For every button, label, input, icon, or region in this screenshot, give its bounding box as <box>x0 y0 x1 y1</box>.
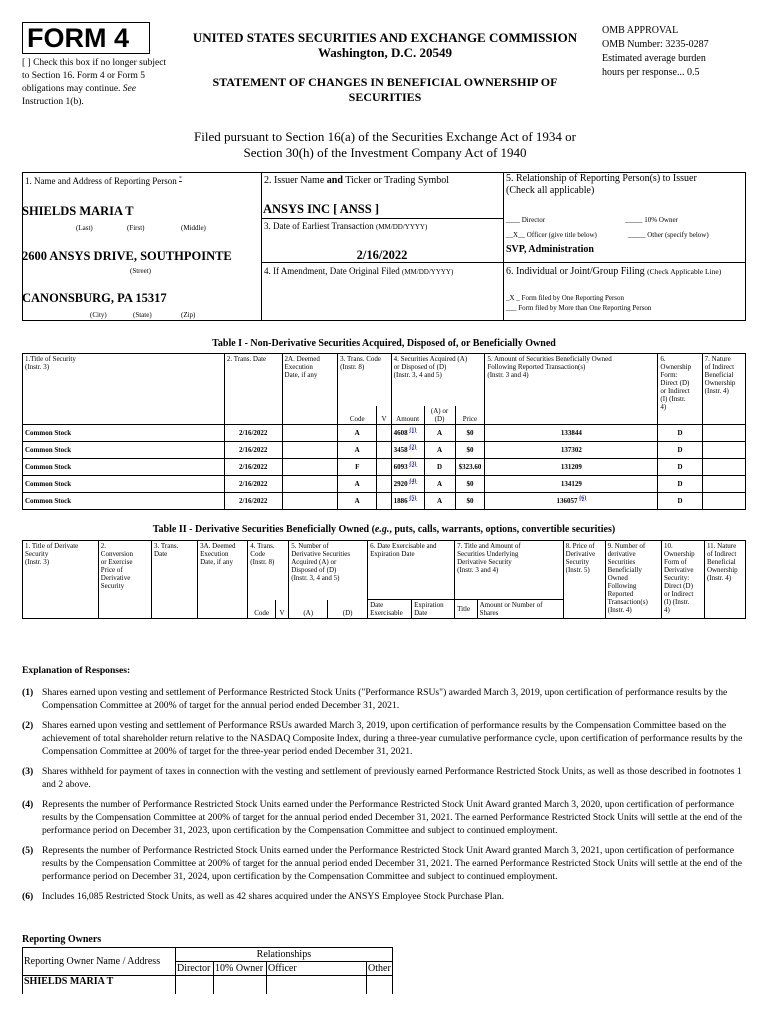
footnote-text: Represents the number of Performance Restricted Stock Units earned under the Performance Restricted Stock Unit Award granted March 3, 2020, upon certification of performance results by the Compensation Committee at 200% of target for the annual period ended December 31, 2021. The earned Performance Restricted Stock Units will settle at the end of the performance period on December 31, 2023, upon certification by the Compensation Committee and subject to continued employment. <box>42 799 743 836</box>
ro-owner-name: SHIELDS MARIA T <box>23 976 176 994</box>
footnote-link[interactable]: (2) <box>409 444 417 451</box>
box1-label <box>25 176 257 187</box>
explanation-of-responses <box>22 664 748 910</box>
t1-sub-a-or-d: (A) or (D) <box>424 406 455 425</box>
t2-header-number-owned: 9. Number of derivative Securities Beneficially Owned Following Reported Transaction(s) (Instr. 4) <box>605 541 661 619</box>
t1-cell-amount <box>391 492 424 509</box>
omb-line: hours per response... 0.5 <box>602 67 700 78</box>
ro-cell-director <box>176 976 214 994</box>
reporting-owners-heading: Reporting Owners <box>22 934 102 945</box>
t1-cell-deemed <box>282 475 338 492</box>
omb-line: OMB Number: 3235-0287 <box>602 39 709 50</box>
ro-header-director: Director <box>176 962 214 976</box>
t1-cell-owned <box>485 492 658 509</box>
t2-header-title: 1. Title of Derivate Security (Instr. 3) <box>23 541 99 619</box>
footnote-link[interactable]: (3) <box>409 461 417 468</box>
grid-line <box>261 218 503 219</box>
footnote <box>22 890 748 903</box>
t2-header-dates: 6. Date Exercisable and Expiration Date <box>368 541 455 600</box>
footnote-text: Shares earned upon vesting and settlement of Performance Restricted Stock Units ("Performance RSUs") awarded March 3, 2019, upon certification of performance results by the Compensation Committee at 200% of target for the annual period ended December 31, 2021. <box>42 687 728 711</box>
t1-cell-owned: 133844 <box>485 424 658 441</box>
last-caption: (Last) <box>76 224 93 232</box>
t2-sub-amount: Amount or Number of Shares <box>477 600 563 619</box>
box2-label-post: Ticker or Trading Symbol <box>345 175 450 186</box>
t1-cell-a-or-d: A <box>424 475 455 492</box>
t1-header-title: 1.Title of Security (Instr. 3) <box>23 354 225 425</box>
box3-label <box>264 221 502 233</box>
filed-line-2: Section 30(h) of the Investment Company Act of 1940 <box>243 145 527 160</box>
t1-cell-date: 2/16/2022 <box>224 475 282 492</box>
t1-sub-price: Price <box>455 406 485 425</box>
derivative-table <box>22 540 746 619</box>
ro-header-other: Other <box>368 963 391 974</box>
t1-cell-deemed <box>282 424 338 441</box>
ro-header-ten-percent: 10% Owner <box>214 962 267 976</box>
t1-cell-form: D <box>658 424 702 441</box>
table-row <box>23 475 746 492</box>
t2-header-price: 8. Price of Derivative Security (Instr. 5) <box>563 541 605 619</box>
t1-cell-date: 2/16/2022 <box>224 441 282 458</box>
box4-label <box>264 266 502 278</box>
t1-cell-nature <box>702 424 745 441</box>
footnote <box>22 844 748 883</box>
t1-amount-value: 6093 <box>393 462 408 471</box>
explanation-heading: Explanation of Responses: <box>22 665 131 676</box>
t1-cell-a-or-d: A <box>424 492 455 509</box>
box5-label <box>506 173 744 197</box>
t1-cell-form: D <box>658 475 702 492</box>
t1-cell-price: $0 <box>455 492 485 509</box>
filed-by-one-option: _X _ Form filed by One Reporting Person <box>506 294 625 302</box>
footnote-link[interactable]: (6) <box>579 495 587 502</box>
footnote-text: Shares withheld for payment of taxes in connection with the vesting and settlement of previously earned Performance Restricted Stock Units, as well as those described in footnotes 1 and 2 above. <box>42 766 742 790</box>
t2-sub-expiration: Expiration Date <box>412 600 455 619</box>
t1-cell-code: F <box>338 458 377 475</box>
t1-cell-code: A <box>338 492 377 509</box>
box3-label-text: 3. Date of Earliest Transaction <box>264 221 374 231</box>
omb-line: Estimated average burden <box>602 53 706 64</box>
t2-sub-code: Code <box>248 600 276 619</box>
footnote <box>22 686 748 712</box>
statement-line-1: STATEMENT OF CHANGES IN BENEFICIAL OWNERSHIP OF <box>212 75 558 89</box>
t1-cell-price: $0 <box>455 441 485 458</box>
t1-cell-code: A <box>338 475 377 492</box>
box2-label-and: and <box>326 175 343 186</box>
t1-cell-nature <box>702 475 745 492</box>
t2-header-number: 5. Number of Derivative Securities Acquired (A) or Disposed of (D) (Instr. 3, 4 and 5) <box>289 541 368 600</box>
agency-title <box>175 30 595 60</box>
footnote-text: Represents the number of Performance Restricted Stock Units earned under the Performance Restricted Stock Unit Award granted March 3, 2021, upon certification of performance results by the Compensation Committee at 200% of target for the annual period ended December 31, 2021. The earned Performance Restricted Stock Units will settle at the end of the performance period on December 31, 2024, upon certification by the Compensation Committee and subject to continued employment. <box>42 845 743 882</box>
t1-amount-value: 1886 <box>393 496 408 505</box>
t1-cell-v <box>377 492 391 509</box>
t2-sub-d: (D) <box>328 600 368 619</box>
box3-label-format: (MM/DD/YYYY) <box>375 223 428 231</box>
footnote-text: Includes 16,085 Restricted Stock Units, as well as 42 shares acquired under the ANSYS Employee Stock Purchase Plan. <box>42 891 505 902</box>
box2-label-pre: 2. Issuer Name <box>264 175 325 186</box>
t1-header-trans-date: 2. Trans. Date <box>224 354 282 425</box>
box4-label-text: 4. If Amendment, Date Original Filed <box>264 266 400 276</box>
t1-cell-amount <box>391 441 424 458</box>
first-caption: (First) <box>127 224 145 232</box>
table-row <box>23 441 746 458</box>
t1-cell-amount <box>391 424 424 441</box>
box6-label-note: (Check Applicable Line) <box>647 267 722 276</box>
t1-cell-owned: 131209 <box>485 458 658 475</box>
t1-cell-price: $0 <box>455 475 485 492</box>
t1-cell-form: D <box>658 441 702 458</box>
statement-line-2: SECURITIES <box>348 90 422 104</box>
t1-header-amount-owned: 5. Amount of Securities Beneficially Owned Following Reported Transaction(s) (Instr. 3 and 4) <box>485 354 658 425</box>
footnote-number: (3) <box>22 766 34 777</box>
ro-cell-officer <box>267 976 367 994</box>
t1-sub-v: V <box>377 406 391 425</box>
t2-header-trans-code: 4. Trans. Code (Instr. 8) <box>248 541 289 600</box>
footnote <box>22 719 748 758</box>
section16-checkbox-note <box>22 57 172 109</box>
footnote-link[interactable]: (1) <box>409 427 417 434</box>
footnote-number: (5) <box>22 845 34 856</box>
box6-label-text: 6. Individual or Joint/Group Filing <box>506 266 645 277</box>
t1-header-trans-code: 3. Trans. Code (Instr. 8) <box>338 354 392 406</box>
t1-sub-code: Code <box>338 406 377 425</box>
reporting-person-city: CANONSBURG, PA 15317 <box>22 291 167 305</box>
table2-title-pre: Table II - Derivative Securities Beneficially Owned ( <box>152 524 375 535</box>
t2-sub-title: Title <box>455 600 478 619</box>
footnote-number: (1) <box>22 687 34 698</box>
checkbox-note-instr: Instruction 1(b). <box>22 97 84 107</box>
box5-label-line-1: 5. Relationship of Reporting Person(s) to Issuer <box>506 173 697 184</box>
t1-cell-price: $0 <box>455 424 485 441</box>
omb-line: OMB APPROVAL <box>602 25 679 36</box>
ro-header-relationships: Relationships <box>176 948 393 962</box>
grid-line <box>503 172 504 320</box>
table2-title-post: , puts, calls, warrants, options, convertible securities) <box>389 524 616 535</box>
footnote-link[interactable]: (4) <box>409 478 417 485</box>
t1-cell-deemed <box>282 441 338 458</box>
box6-label <box>506 266 746 278</box>
t1-cell-nature <box>702 458 745 475</box>
t1-cell-title: Common Stock <box>23 475 225 492</box>
t1-header-ownership-form: 6. Ownership Form: Direct (D) or Indirect (I) (Instr. 4) <box>658 354 702 425</box>
t2-sub-a: (A) <box>289 600 328 619</box>
ten-percent-owner-option: _____ 10% Owner <box>625 216 678 224</box>
t1-cell-owned: 134129 <box>485 475 658 492</box>
table2-title <box>22 524 746 536</box>
footnote <box>22 765 748 791</box>
t2-header-underlying: 7. Title and Amount of Securities Underlying Derivative Security (Instr. 3 and 4) <box>455 541 564 600</box>
form-title: FORM 4 <box>27 23 130 53</box>
t1-header-deemed-date: 2A. Deemed Execution Date, if any <box>282 354 338 425</box>
grid-line <box>261 172 262 320</box>
reporting-person-name: SHIELDS MARIA T <box>22 204 134 218</box>
filed-line-1: Filed pursuant to Section 16(a) of the Securities Exchange Act of 1934 or <box>194 129 576 144</box>
t1-cell-deemed <box>282 492 338 509</box>
grid-line <box>22 320 746 321</box>
t2-header-nature: 11. Nature of Indirect Beneficial Ownership (Instr. 4) <box>704 541 745 619</box>
t1-cell-owned: 137302 <box>485 441 658 458</box>
t1-cell-nature <box>702 441 745 458</box>
ro-header-officer: Officer <box>267 962 367 976</box>
t1-cell-a-or-d: A <box>424 424 455 441</box>
footnote-number: (4) <box>22 799 34 810</box>
t1-amount-value: 2920 <box>393 479 408 488</box>
footnote <box>22 798 748 837</box>
box1-label-mark[interactable]: * <box>178 176 182 182</box>
statement-title <box>175 75 595 105</box>
t1-cell-form: D <box>658 458 702 475</box>
table-row <box>23 424 746 441</box>
grid-line <box>745 172 746 320</box>
t1-owned-value: 136057 <box>556 496 578 505</box>
box2-label <box>264 175 500 187</box>
t1-cell-v <box>377 458 391 475</box>
other-option: _____ Other (specify below) <box>628 231 709 239</box>
t1-cell-code: A <box>338 441 377 458</box>
t2-header-conversion: 2. Conversion or Exercise Price of Derivative Security <box>98 541 151 619</box>
t1-cell-price: $323.60 <box>455 458 485 475</box>
t1-cell-date: 2/16/2022 <box>224 492 282 509</box>
t1-cell-title: Common Stock <box>23 458 225 475</box>
t1-header-nature: 7. Nature of Indirect Beneficial Ownership (Instr. 4) <box>702 354 745 425</box>
footnote-link[interactable]: (5) <box>409 495 417 502</box>
t1-cell-code: A <box>338 424 377 441</box>
box5-label-line-2: (Check all applicable) <box>506 185 595 196</box>
t2-header-trans-date: 3. Trans. Date <box>152 541 198 619</box>
issuer-name-ticker: ANSYS INC [ ANSS ] <box>263 202 379 216</box>
director-option: ____ Director <box>506 216 546 224</box>
checkbox-note-text: [ ] Check this box if no longer subject to Section 16. Form 4 or Form 5 obligations may continue. <box>22 58 167 94</box>
street-caption: (Street) <box>130 267 151 275</box>
ro-cell-other <box>367 976 393 994</box>
t1-cell-deemed <box>282 458 338 475</box>
box4-label-format: (MM/DD/YYYY) <box>401 268 454 276</box>
t1-sub-amount: Amount <box>391 406 424 425</box>
officer-title: SVP, Administration <box>506 244 594 255</box>
ro-cell-ten-percent <box>214 976 267 994</box>
officer-option: __X__ Officer (give title below) <box>506 231 597 239</box>
form-title-box <box>22 22 150 54</box>
ro-header-name: Reporting Owner Name / Address <box>23 948 176 976</box>
omb-approval-block <box>602 24 762 80</box>
t1-cell-v <box>377 441 391 458</box>
t1-amount-value: 3458 <box>393 445 408 454</box>
agency-line-1: UNITED STATES SECURITIES AND EXCHANGE COMMISSION <box>192 30 578 45</box>
table-row <box>23 458 746 475</box>
t1-amount-value: 4608 <box>393 428 408 437</box>
t1-cell-title: Common Stock <box>23 492 225 509</box>
zip-caption: (Zip) <box>181 311 196 319</box>
grid-line <box>261 262 745 263</box>
t2-header-ownership-form: 10. Ownership Form of Derivative Security: Direct (D) or Indirect (I) (Instr. 4) <box>661 541 704 619</box>
t1-cell-nature <box>702 492 745 509</box>
footnote-number: (6) <box>22 891 34 902</box>
t1-cell-date: 2/16/2022 <box>224 458 282 475</box>
box1-label-text: 1. Name and Address of Reporting Person <box>25 176 177 186</box>
agency-line-2: Washington, D.C. 20549 <box>318 45 452 60</box>
state-caption: (State) <box>133 311 152 319</box>
t2-sub-v: V <box>275 600 288 619</box>
earliest-transaction-date: 2/16/2022 <box>356 248 408 262</box>
table-row <box>23 976 393 994</box>
filed-pursuant-text <box>130 129 640 161</box>
middle-caption: (Middle) <box>181 224 206 232</box>
t1-cell-v <box>377 475 391 492</box>
reporting-person-street: 2600 ANSYS DRIVE, SOUTHPOINTE <box>22 249 232 263</box>
non-derivative-table <box>22 353 746 510</box>
t1-cell-form: D <box>658 492 702 509</box>
table-row <box>23 492 746 509</box>
t1-cell-date: 2/16/2022 <box>224 424 282 441</box>
t2-sub-date-exercisable: Date Exercisable <box>368 600 412 619</box>
table1-title: Table I - Non-Derivative Securities Acquired, Disposed of, or Beneficially Owned <box>212 338 556 349</box>
t1-cell-amount <box>391 458 424 475</box>
t1-cell-amount <box>391 475 424 492</box>
checkbox-note-see: See <box>122 84 136 94</box>
t2-header-deemed-date: 3A. Deemed Execution Date, if any <box>198 541 248 619</box>
t1-header-securities-acquired: 4. Securities Acquired (A) or Disposed of (D) (Instr. 3, 4 and 5) <box>391 354 485 406</box>
t1-cell-title: Common Stock <box>23 424 225 441</box>
city-caption: (City) <box>90 311 107 319</box>
filed-by-more-option: ___ Form filed by More than One Reporting Person <box>506 304 652 312</box>
t1-cell-a-or-d: A <box>424 441 455 458</box>
t1-cell-title: Common Stock <box>23 441 225 458</box>
reporting-owners-table <box>22 947 393 994</box>
t1-cell-v <box>377 424 391 441</box>
t1-cell-a-or-d: D <box>424 458 455 475</box>
table2-title-eg: e.g. <box>374 524 390 535</box>
footnote-number: (2) <box>22 720 34 731</box>
footnote-text: Shares earned upon vesting and settlement of Performance RSUs awarded March 3, 2019, upon certification of performance results by the Compensation Committee based on the achievement of total shareholder return relative to the NASDAQ Composite Index, during a three-year cumulative performance cycle, upon certification of performance results by the Compensation Committee at 200% of target for the three-year period ended December 31, 2021. <box>42 720 743 757</box>
